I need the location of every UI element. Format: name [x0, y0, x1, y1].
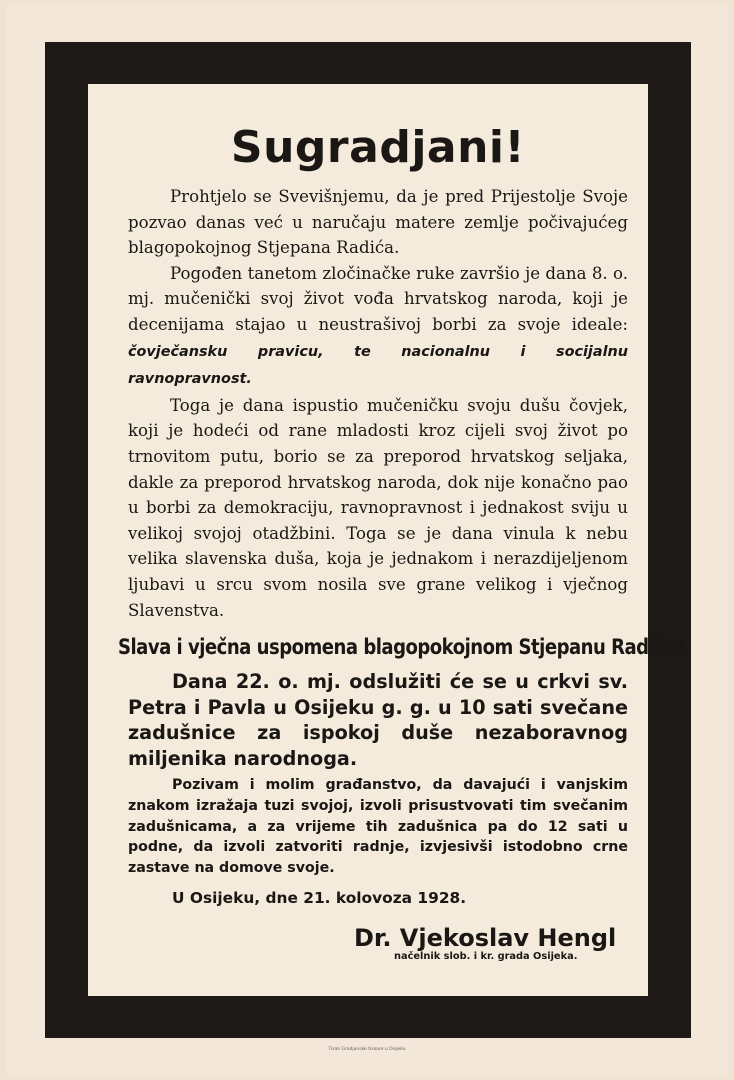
ideals-emphasis: čovječansku pravicu, te nacionalnu i socijalnu ravnopravnost.	[128, 343, 628, 388]
paragraph-2	[128, 261, 628, 393]
slava-headline: Slava i vječna uspomena blagopokojnom Stjepanu Radiću!	[118, 635, 685, 660]
memorial-mass-notice: Dana 22. o. mj. odslužiti će se u crkvi sv. Petra i Pavla u Osijeku g. g. u 10 sati svečane zadušnice za ispokoj duše nezaboravnog miljenika narodnoga.	[128, 670, 628, 770]
paragraph-2-text: Pogođen tanetom zločinačke ruke završio je dana 8. o. mj. mučenički svoj život vođa hrvatskog naroda, koji je decenijama stajao u neustrašivoj borbi za svoje ideale:	[128, 263, 628, 334]
signature-name: Dr. Vjekoslav Hengl	[354, 924, 617, 953]
signature-title: načelnik slob. i kr. grada Osijeka.	[394, 951, 578, 963]
paragraph-3: Toga je dana ispustio mučeničku svoju dušu čovjek, koji je hodeći od rane mladosti kroz cijeli svoj život po trnovitom putu, borio se za preporod hrvatskog seljaka, dakle za preporod hrvatskog naroda, dok nije konačno pao u borbi za demokraciju, ravnopravnost i jednakost sviju u velikoj svojoj otadžbini. Toga se je dana vinula k nebu velika slavenska duša, koja je jednakom i nerazdijeljenom ljubavi u srcu svom nosila sve grane velikog i vječnog Slavenstva.	[128, 395, 628, 620]
printer-imprint: Tisak Gradjanske tiskare u Osijeku	[328, 1047, 406, 1052]
place-date: U Osijeku, dne 21. kolovoza 1928.	[172, 889, 467, 908]
invitation-text: Pozivam i molim građanstvo, da davajući i vanjskim znakom izražaja tuzi svojoj, izvoli prisustvovati tim svečanim zadušnicama, a za vrijeme tih zadušnica pa do 12 sati u podne, da izvoli zatvoriti radnje, izvjesivši istodobno crne zastave na domove svoje.	[128, 777, 628, 877]
poster-content	[118, 120, 685, 963]
poster-title: Sugradjani!	[230, 122, 526, 173]
signature-block	[128, 925, 628, 962]
paragraph-1: Prohtjelo se Svevišnjemu, da je pred Prijestolje Svoje pozvao danas već u naručaju matere zemlje počivajućeg blagopokojnog Stjepana Radića.	[128, 187, 628, 258]
